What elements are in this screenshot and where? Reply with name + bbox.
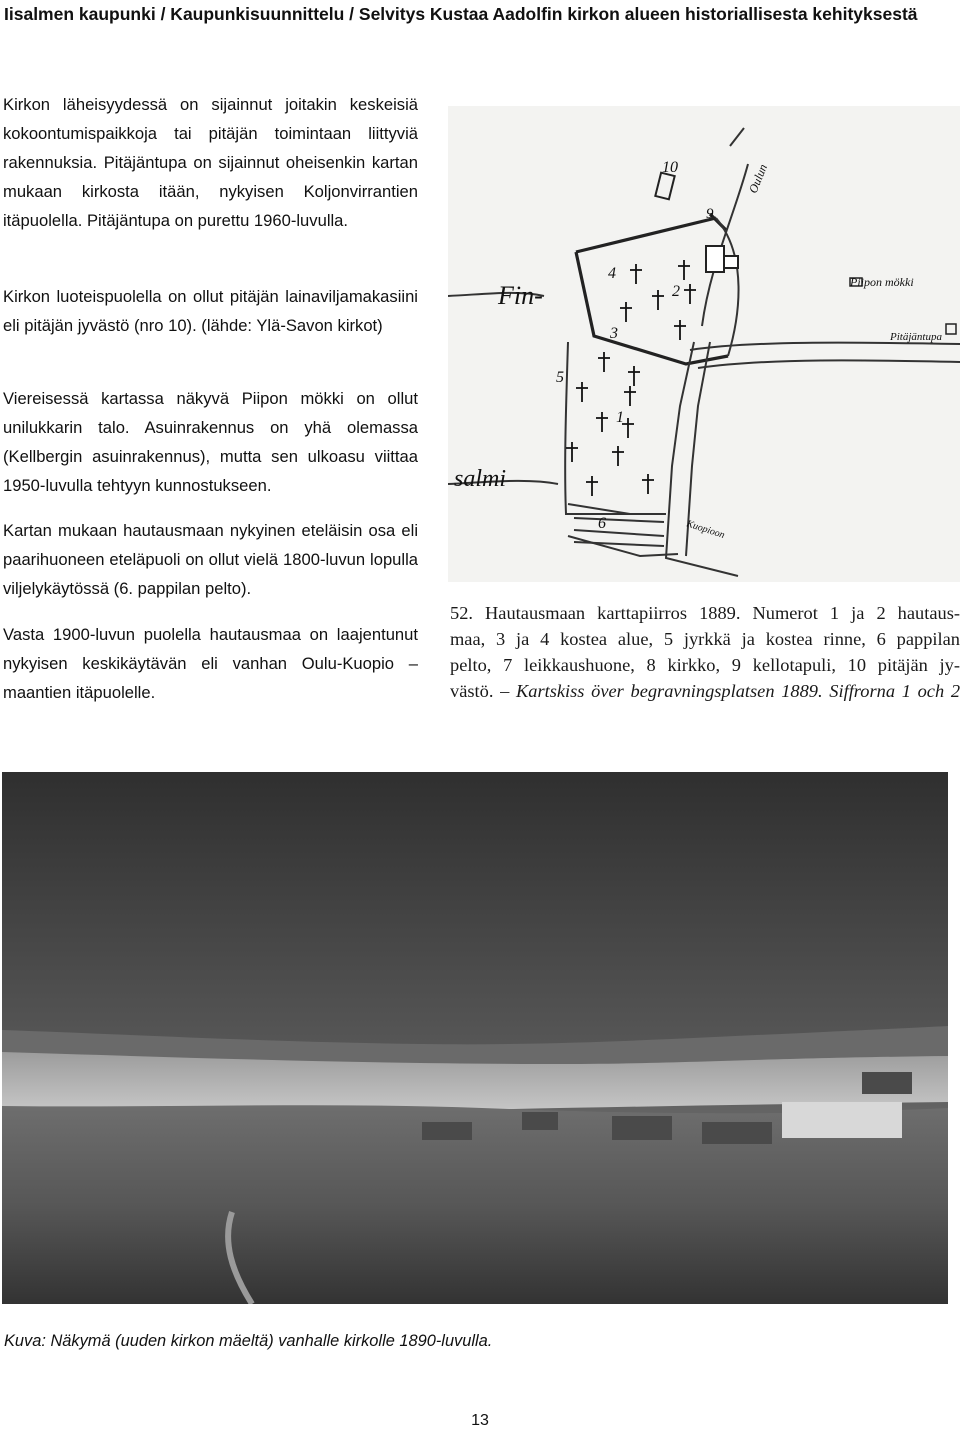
map-number-4: 4 (608, 265, 616, 282)
map-road-east-south (698, 360, 960, 368)
map-caption-line-2: maa, 3 ja 4 kostea alue, 5 jyrkkä ja kostea rinne, 6 pappilan (450, 629, 960, 649)
map-label-oulun: Oulun (745, 162, 771, 196)
paragraph-southern-part: Kartan mukaan hautausmaan nykyinen eteläisin osa eli paarihuoneen eteläpuoli on ollut vielä 1800-luvun lopulla viljelykäytössä (6. pappilan pelto). (3, 521, 418, 598)
map-number-5: 5 (556, 369, 564, 386)
map-church-annex (724, 256, 738, 268)
map-number-2: 2 (672, 283, 680, 300)
map-caption-line-1: 52. Hautausmaan karttapiirros 1889. Numerot 1 ja 2 hautaus- (450, 603, 960, 623)
map-number-10: 10 (662, 159, 678, 176)
historical-photo (2, 772, 948, 1304)
page-number: 13 (471, 1412, 489, 1429)
map-shoreline (448, 293, 558, 484)
map-label-kuopioon: Kuopioon (685, 518, 726, 542)
map-number-1: 1 (616, 409, 624, 426)
map-drawing (448, 106, 960, 582)
text-column-p3 (3, 384, 418, 500)
paragraph-granary: Kirkon luoteispuolella on ollut pitäjän lainaviljamakasiini eli pitäjän jyvästö (nro 10). (lähde: Ylä-Savon kirkot) (3, 287, 418, 335)
map-granary-10 (655, 173, 674, 200)
map-church (706, 246, 724, 272)
map-east-boundary (716, 218, 739, 356)
map-label-piipon-mokki: Piipon mökki (850, 275, 914, 289)
document-header: Iisalmen kaupunki / Kaupunkisuunnittelu / Selvitys Kustaa Aadolfin kirkon alueen historiallisesta kehityksestä (4, 4, 918, 24)
map-number-9: 9 (706, 206, 714, 222)
text-column-p1 (3, 90, 418, 235)
photo-caption: Kuva: Näkymä (uuden kirkon mäeltä) vanhalle kirkolle 1890-luvulla. (4, 1332, 493, 1350)
text-column-p4 (3, 516, 418, 603)
map-caption-line-4-italic: – Kartskiss över begravningsplatsen 1889. Siffrorna 1 och 2 (500, 681, 960, 701)
map-field-stripes (574, 518, 664, 546)
map-caption-line-3: pelto, 7 leikkaushuone, 8 kirkko, 9 kellotapuli, 10 pitäjän jy- (450, 655, 960, 675)
map-pitajantupa-house (946, 324, 956, 334)
cemetery-map-1889 (448, 106, 960, 582)
map-label-salmi: salmi (454, 466, 507, 492)
map-caption-line-4 (450, 678, 960, 704)
text-column-p2 (3, 282, 418, 340)
paragraph-piipon-mokki: Viereisessä kartassa näkyvä Piipon mökki on ollut unilukkarin talo. Asuinrakennus on yhä olemassa (Kellbergin asuinrakennus), mutta sen ulkoasu viittaa 1950-luvulla tehtyyn kunnostukseen. (3, 389, 418, 495)
map-cemetery-south-outline (565, 342, 666, 514)
map-label-fin: Fin- (498, 281, 543, 310)
map-number-6: 6 (598, 515, 606, 532)
text-column-p5 (3, 620, 418, 707)
map-caption-line-4-plain: västö. (450, 681, 501, 701)
map-road-kuopio-west (666, 342, 738, 576)
map-north-wall (576, 218, 716, 252)
map-caption (450, 600, 960, 704)
map-label-pitajantupa: Pitäjäntupa (890, 331, 942, 343)
photo-drawing (2, 772, 948, 1304)
paragraph-meeting-places: Kirkon läheisyydessä on sijainnut joitakin keskeisiä kokoontumispaikkoja tai pitäjän toimintaan liittyviä rakennuksia. Pitäjäntupa on sijainnut oheisenkin kartan mukaan kirkosta itään, nykyisen Koljonvirrantien itäpuolella. Pitäjäntupa on purettu 1960-luvulla. (3, 95, 418, 230)
paragraph-expansion: Vasta 1900-luvun puolella hautausmaa on laajentunut nykyisen keskikäytävän eli vanhan Oulu-Kuopio –maantien itäpuolelle. (3, 625, 418, 702)
map-number-3: 3 (610, 325, 618, 342)
